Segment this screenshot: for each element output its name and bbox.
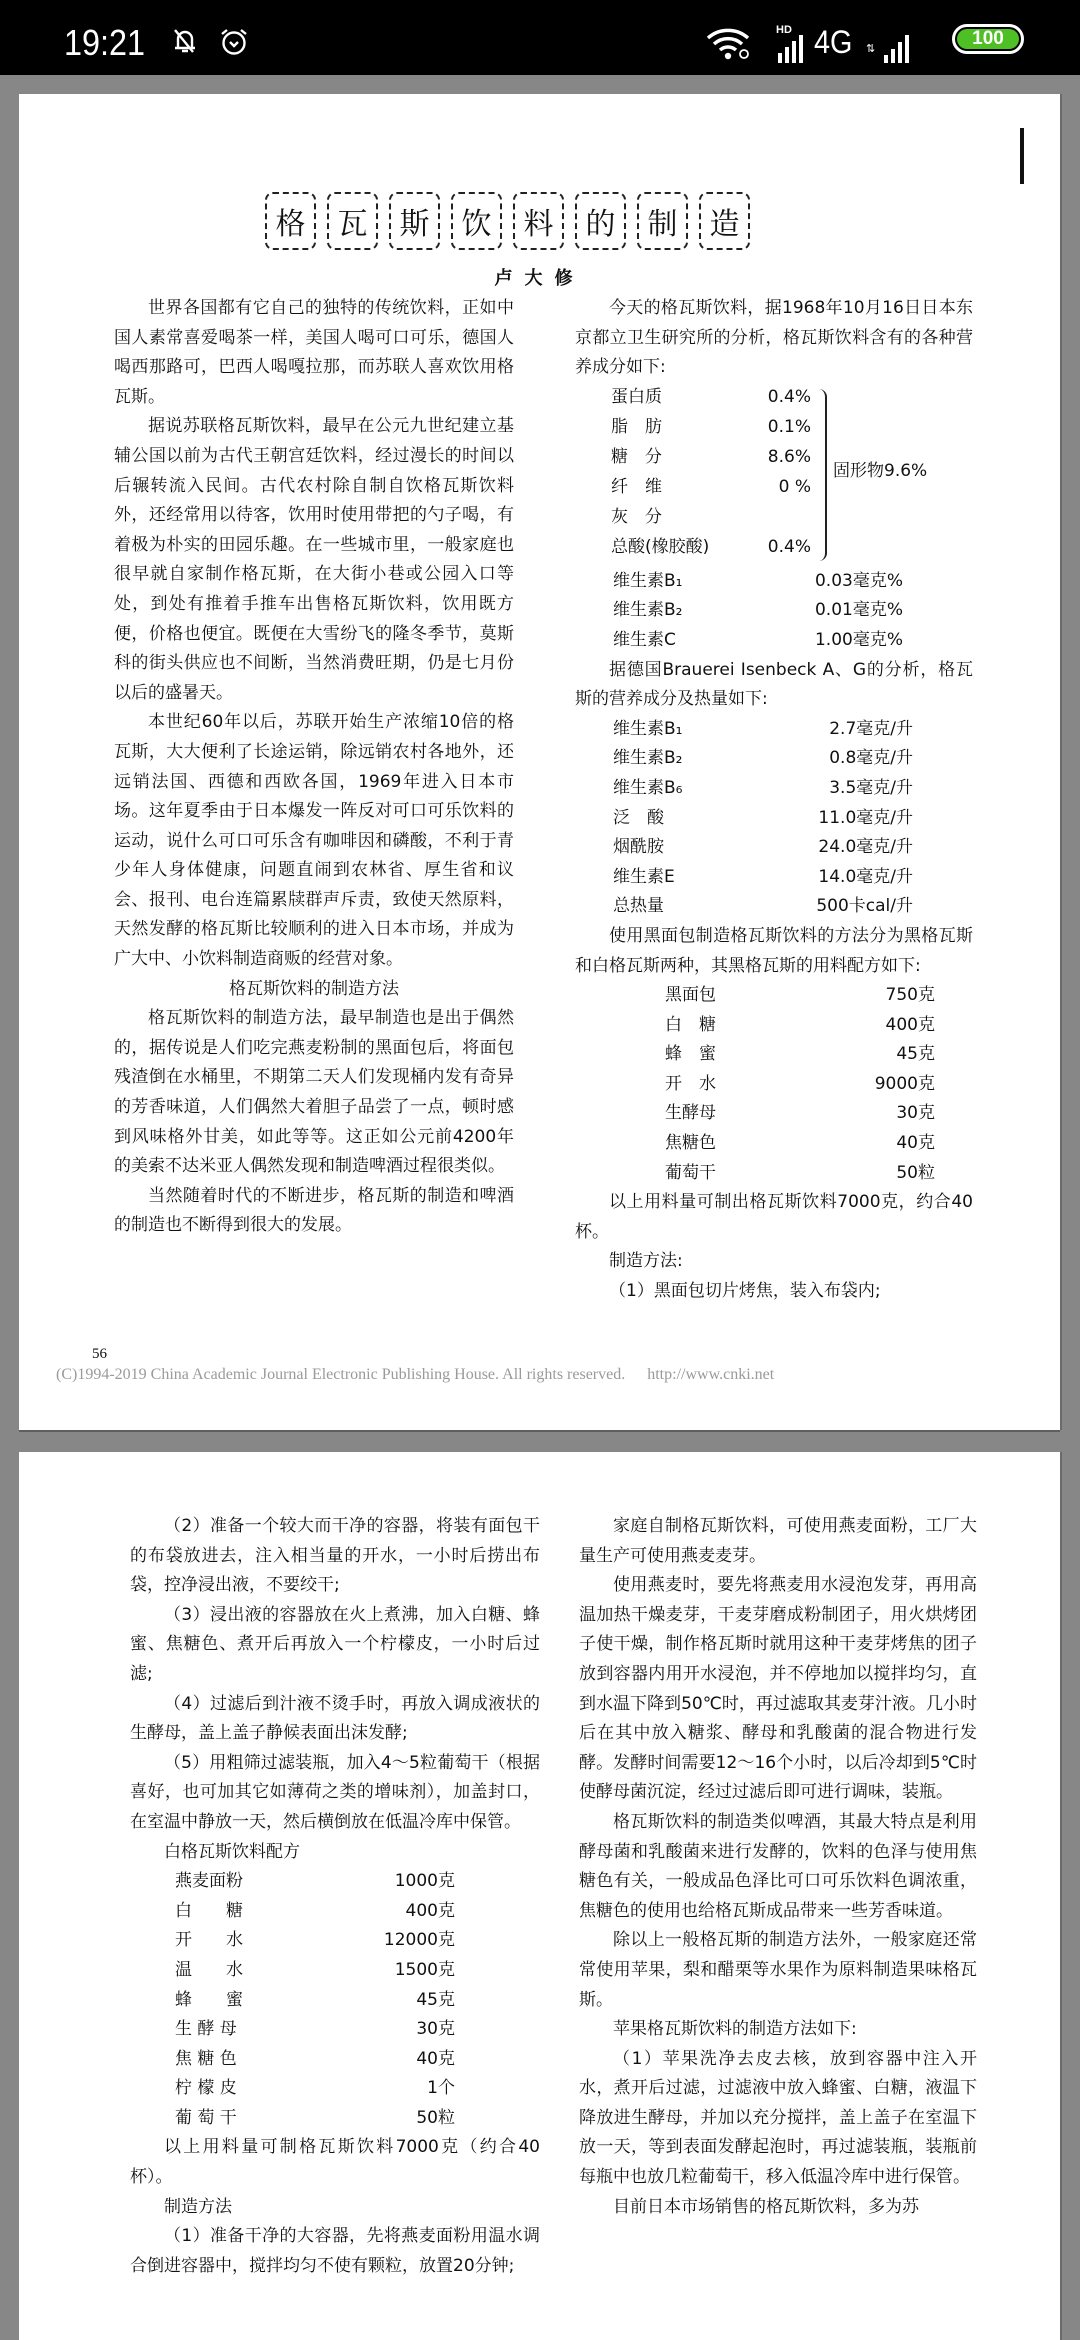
author-name: 卢大修 <box>494 268 585 289</box>
paragraph: 世界各国都有它自己的独特的传统饮料，正如中国人素常喜爱喝茶一样，美国人喝可口可乐，德国人喝西那路可，巴西人喝嘎拉那，而苏联人喜欢饮用格瓦斯。 <box>114 298 514 407</box>
black-kvass-recipe <box>575 981 973 1188</box>
nutrient-row: 糖 分 8.6% <box>611 446 811 467</box>
recipe-row: 葡 萄 干 50粒 <box>175 2107 455 2128</box>
step: （1）苹果洗净去皮去核，放到容器中注入开水，煮开后过滤，过滤液中放入蜂蜜、白糖，液温下降放进生酵母，并加以充分搅拌，盖上盖子在室温下放一天，等到表面发酵起泡时，再过滤装瓶，装瓶前每瓶中也放几粒葡萄干，移入低温冷库中进行保管。 <box>579 2048 977 2188</box>
recipe-row: 蜂 蜜 45克 <box>665 1044 935 1065</box>
vitamin-row: 泛 酸 11.0毫克/升 <box>613 807 913 828</box>
data-transfer-icon: ⇅ <box>866 43 876 55</box>
step: （1）准备干净的大容器，先将燕麦面粉用温水调合倒进容器中，搅拌均匀不使有颗粒，放置20分钟; <box>130 2226 540 2276</box>
vitamin-row: 维生素B₂ 0.01毫克% <box>613 600 903 621</box>
section-heading: 苹果格瓦斯饮料的制造方法如下: <box>613 2019 857 2040</box>
paragraph: 据德国Brauerei Isenbeck A、G的分析，格瓦斯的营养成分及热量如下: <box>575 659 973 710</box>
title-char: 饮 <box>451 192 502 250</box>
vitamin-row: 总热量 500卡cal/升 <box>613 896 913 917</box>
white-kvass-recipe <box>130 1867 540 2133</box>
paragraph: 目前日本市场销售的格瓦斯饮料，多为苏 <box>613 2196 919 2217</box>
step: （2）准备一个较大而干净的容器，将装有面包干的布袋放进去，注入相当量的开水，一小时后捞出布袋，控净浸出液，不要绞干; <box>130 1516 540 1596</box>
recipe-row: 葡萄干 50粒 <box>665 1162 935 1183</box>
notifications-muted-icon <box>170 26 200 61</box>
method-label: 制造方法: <box>609 1251 683 1272</box>
paragraph: 以上用料量可制格瓦斯饮料7000克（约合40杯）。 <box>130 2137 540 2188</box>
vitamin-table-germany <box>575 715 973 922</box>
recipe-row: 蜂 蜜 45克 <box>175 1989 455 2010</box>
recipe-row: 焦糖色 40克 <box>665 1133 935 1154</box>
recipe-row: 柠 檬 皮 1个 <box>175 2078 455 2099</box>
paragraph: 格瓦斯饮料的制造方法，最早制造也是出于偶然的，据传说是人们吃完燕麦粉制的黑面包后，将面包残渣倒在水桶里，不期第二天人们发现桶内发有奇异的芳香味道，人们偶然大着胆子品尝了一点，顿时感到风味格外甘美，如此等等。这正如公元前4200年的美索不达米亚人偶然发现和制造啤酒过程很类似。 <box>114 1008 514 1177</box>
step: （4）过滤后到汁液不烫手时，再放入调成液状的生酵母，盖上盖子静候表面出沫发酵; <box>130 1693 540 1744</box>
step: （1）黑面包切片烤焦，装入布袋内; <box>609 1281 881 1302</box>
nutrient-table <box>575 383 973 567</box>
vitamin-row: 维生素B₂ 0.8毫克/升 <box>613 748 913 769</box>
signal-strength-icon <box>776 33 806 68</box>
vitamin-row: 维生素B₁ 0.03毫克% <box>613 570 903 591</box>
page2-left-column <box>130 1512 540 2281</box>
section-heading: 白格瓦斯饮料配方 <box>164 1841 300 1862</box>
method-label: 制造方法 <box>164 2196 232 2217</box>
network-type: 4G <box>814 24 853 60</box>
copyright-url: http://www.cnki.net <box>647 1366 775 1383</box>
alarm-clock-icon <box>218 26 250 63</box>
vitamin-row: 维生素B₆ 3.5毫克/升 <box>613 777 913 798</box>
nutrient-row: 灰 分 <box>611 506 662 527</box>
status-time: 19:21 <box>64 22 146 63</box>
recipe-row: 黑面包 750克 <box>665 985 935 1006</box>
vitamin-row: 维生素B₁ 2.7毫克/升 <box>613 718 913 739</box>
signal-strength-2-icon <box>882 33 912 68</box>
step: （5）用粗筛过滤装瓶，加入4～5粒葡萄干（根据喜好，也可加其它如薄荷之类的增味剂），加盖封口，在室温中静放一天，然后横倒放在低温冷库中保管。 <box>130 1752 540 1832</box>
title-char: 格 <box>265 192 316 250</box>
recipe-row: 开 水 9000克 <box>665 1073 935 1094</box>
recipe-row: 生酵母 30克 <box>665 1103 935 1124</box>
section-heading: 格瓦斯饮料的制造方法 <box>229 978 399 999</box>
nutrient-row: 总酸(橡胶酸) 0.4% <box>611 536 811 557</box>
recipe-row: 焦 糖 色 40克 <box>175 2048 455 2069</box>
wifi-icon <box>706 28 754 65</box>
vitamin-row: 烟酰胺 24.0毫克/升 <box>613 837 913 858</box>
document-page-1[interactable] <box>19 94 1060 1430</box>
nutrient-row: 蛋白质 0.4% <box>611 386 811 407</box>
paragraph: 使用黑面包制造格瓦斯饮料的方法分为黑格瓦斯和白格瓦斯两种，其黑格瓦斯的用料配方如下: <box>575 925 973 976</box>
page-number: 56 <box>92 1346 107 1362</box>
battery-indicator <box>952 24 1024 54</box>
paragraph: 以上用料量可制出格瓦斯饮料7000克，约合40杯。 <box>575 1192 973 1242</box>
recipe-row: 生 酵 母 30克 <box>175 2019 455 2040</box>
recipe-row: 白 糖 400克 <box>665 1014 935 1035</box>
page1-right-column <box>575 294 973 1307</box>
recipe-row: 白 糖 400克 <box>175 1900 455 1921</box>
title-char: 瓦 <box>327 192 378 250</box>
page2-right-column <box>579 1512 977 2222</box>
title-char: 制 <box>637 192 688 250</box>
nutrient-row: 纤 维 0 % <box>611 476 811 497</box>
recipe-row: 温 水 1500克 <box>175 1959 455 1980</box>
scan-mark <box>1020 128 1024 184</box>
status-bar <box>0 0 1080 75</box>
paragraph: 家庭自制格瓦斯饮料，可使用燕麦面粉，工厂大量生产可使用燕麦麦芽。 <box>579 1516 977 1566</box>
title-char: 的 <box>575 192 626 250</box>
title-char: 斯 <box>389 192 440 250</box>
vitamin-table-tokyo <box>575 567 973 656</box>
battery-level: 100 <box>957 29 1019 49</box>
copyright-text: (C)1994-2019 China Academic Journal Electronic Publishing House. All rights reserved. <box>56 1366 626 1383</box>
step: （3）浸出液的容器放在火上煮沸，加入白糖、蜂蜜、焦糖色、煮开后再放入一个柠檬皮，一小时后过滤; <box>130 1604 540 1684</box>
article-title <box>265 192 750 250</box>
vitamin-row: 维生素C 1.00毫克% <box>613 629 903 650</box>
paragraph: 使用燕麦时，要先将燕麦用水浸泡发芽，再用高温加热干燥麦芽，干麦芽磨成粉制团子，用火烘烤团子使干燥，制作格瓦斯时就用这种干麦芽烤焦的团子放到容器内用开水浸泡，并不停地加以搅拌均匀，直到水温下降到50℃时，再过滤取其麦芽汁液。几小时后在其中放入糖浆、酵母和乳酸菌的混合物进行发酵。发酵时间需要12～16个小时，以后冷却到5℃时使酵母菌沉淀，经过过滤后即可进行调味，装瓶。 <box>579 1575 977 1803</box>
title-char: 造 <box>699 192 750 250</box>
vitamin-row: 维生素E 14.0毫克/升 <box>613 866 913 887</box>
page1-left-column <box>114 294 514 1241</box>
paragraph: 当然随着时代的不断进步，格瓦斯的制造和啤酒的制造也不断得到很大的发展。 <box>114 1185 514 1236</box>
brace-bracket <box>817 389 827 561</box>
paragraph: 本世纪60年以后，苏联开始生产浓缩10倍的格瓦斯，大大便利了长途运销，除远销农村各地外，还远销法国、西德和西欧各国，1969年进入日本市场。这年夏季由于日本爆发一阵反对可口可乐饮料的运动，说什么可口可乐含有咖啡因和磷酸，不利于青少年人身体健康，问题直闹到农林省、厚生省和议会、报刊、电台连篇累牍群声斥责，致使天然原料，天然发酵的格瓦斯比较顺利的进入日本市场，并成为广大中、小饮料制造商贩的经营对象。 <box>114 712 514 970</box>
recipe-row: 燕麦面粉 1000克 <box>175 1871 455 1892</box>
title-char: 料 <box>513 192 564 250</box>
paragraph: 除以上一般格瓦斯的制造方法外，一般家庭还常常使用苹果，梨和醋栗等水果作为原料制造果味格瓦斯。 <box>579 1930 977 2010</box>
paragraph: 格瓦斯饮料的制造类似啤酒，其最大特点是利用酵母菌和乳酸菌来进行发酵的，饮料的色泽与使用焦糖色有关，一般成品色泽比可口可乐饮料色调浓重，焦糖色的使用也给格瓦斯成品带来一些芳香味道。 <box>579 1811 977 1921</box>
paragraph: 今天的格瓦斯饮料，据1968年10月16日日本东京都立卫生研究所的分析，格瓦斯饮料含有的各种营养成分如下: <box>575 298 973 378</box>
solids-total: 固形物9.6% <box>833 460 928 481</box>
nutrient-row: 脂 肪 0.1% <box>611 416 811 437</box>
recipe-row: 开 水 12000克 <box>175 1930 455 1951</box>
copyright-notice <box>56 1366 774 1384</box>
hd-voice-label: HD <box>776 24 792 36</box>
document-page-2[interactable] <box>19 1452 1060 2340</box>
paragraph: 据说苏联格瓦斯饮料，最早在公元九世纪建立基辅公国以前为古代王朝宫廷饮料，经过漫长的时间以后辗转流入民间。古代农村除自制自饮格瓦斯饮料外，还经常用以待客，饮用时使用带把的勺子喝，有着极为朴实的田园乐趣。在一些城市里，一般家庭也很早就自家制作格瓦斯，在大街小巷或公园入口等处，到处有推着手推车出售格瓦斯饮料，饮用既方便，价格也便宜。既便在大雪纷飞的隆冬季节，莫斯科的街头供应也不间断，当然消费旺期，仍是七月份以后的盛暑天。 <box>114 416 514 703</box>
